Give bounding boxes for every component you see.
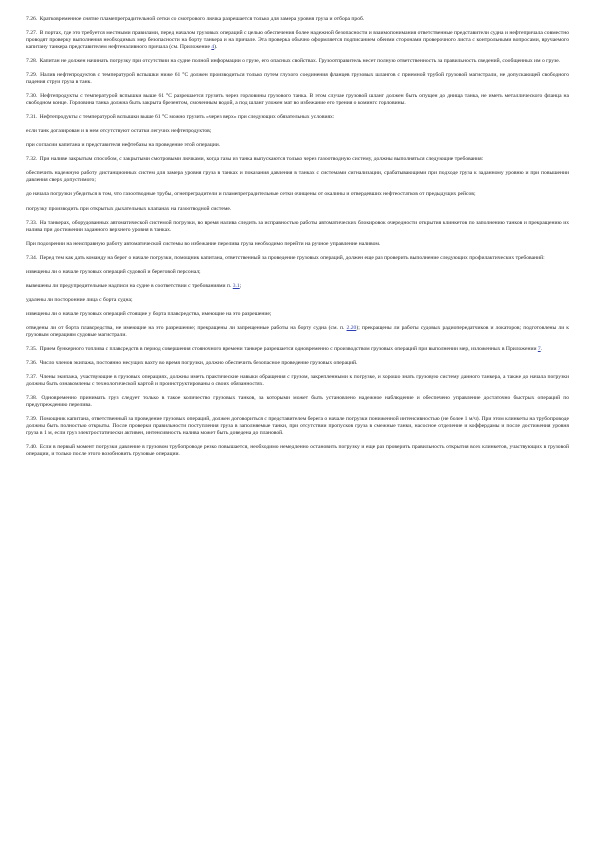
paragraph xyxy=(26,156,569,163)
clause-link[interactable]: 3.1 xyxy=(232,282,240,289)
paragraph xyxy=(26,128,569,135)
clause-link[interactable]: 2.20 xyxy=(346,325,357,332)
paragraph-text: Капитан не должен начинать погрузку при отсутствии на судне полной информации о грузе, его опасных свойствах. Грузоотправитель несет полную ответственность за правильность сведений, сообщенных им о грузе. xyxy=(39,58,561,64)
paragraph-number: 7.35. xyxy=(26,346,38,353)
paragraph xyxy=(26,325,569,339)
paragraph-text: На танкерах, оборудованных автоматической системой погрузки, во время налива следить за исправностью работы автоматических блокировок очередности открытия клинкетов по заполнению танков и прекращению их налива при достижении заданного верхнего уровня в танках. xyxy=(26,219,569,233)
paragraph-text-tail: ). xyxy=(214,43,218,50)
paragraph-number: 7.34. xyxy=(26,254,38,261)
paragraph-text: Кратковременное снятие пламепреградительной сетки со смотрового лючка разрешается только для замера уровня груза и отбора проб. xyxy=(39,16,365,22)
paragraph-text: отведены ли от борта плавсредства, не имеющие на это разрешение; прекращены ли запрещенные работы на борту судна (см. п. xyxy=(26,325,345,332)
paragraph-number: 7.37. xyxy=(26,374,38,381)
paragraph xyxy=(26,374,569,388)
paragraph-text: Если в первый момент погрузки давление в грузовом трубопроводе резко повышается, необходимо немедленно остановить погрузку и еще раз проверить правильность открытия всех клинкетов, участвующих в грузовой операции, и только после этого возобновить грузовые операции. xyxy=(26,444,569,458)
paragraph xyxy=(26,346,569,353)
paragraph-number: 7.29. xyxy=(26,72,38,79)
paragraph-text: Одновременно принимать груз следует только в такое количество грузовых танков, за которыми может быть установлено надежное наблюдение и обеспечено управление достаточно быстрых операций по предупреждению перелива. xyxy=(26,395,569,409)
paragraph xyxy=(26,283,569,290)
paragraph xyxy=(26,58,569,65)
paragraph xyxy=(26,444,569,458)
paragraph-text: Перед тем как дать команду на берег о начале погрузки, помощник капитана, ответственный за проведение грузовых операций, должен еще раз проверить выполнение следующих профилактических требований: xyxy=(39,254,545,261)
paragraph-text: Нефтепродукты с температурой вспышки выше 61 °С можно грузить «через верх» при следующих обязательных условиях: xyxy=(39,114,335,121)
paragraph-text: обеспечить надежную работу дистанционных систем для замера уровня груза в танках и показания давления в танках с системами сигнализации, срабатывающими при подходе груза к заданному уровню и при повышении давления сверх допустимого; xyxy=(26,170,569,184)
paragraph-text: В портах, где это требуется местными правилами, перед началом грузовых операций с целью обеспечения более надежной безопасности и взаимопонимания ответственные представители судна и нефтепричала совместно проводят проверку выполнения необходимых мер безопасности на борту танкера и на причале. Эта проверка обычно оформляется подписанием обеими сторонами проверочного листа с контрольными вопросами, вручаемого капитану танкера представителем нефтеналивного причала (см. Приложение xyxy=(26,30,569,50)
paragraph xyxy=(26,191,569,198)
paragraph-text: извещены ли о начале грузовых операций судовой и береговой персонал; xyxy=(26,268,201,275)
paragraph-number: 7.32. xyxy=(26,156,38,163)
paragraph xyxy=(26,30,569,51)
paragraph-text: вывешены ли предупредительные надписи на судне в соответствии с требованиями п. xyxy=(26,282,232,289)
paragraph xyxy=(26,170,569,184)
paragraph-text: удалены ли посторонние лица с борта судна; xyxy=(26,297,133,304)
paragraph-text-tail: ; xyxy=(239,282,242,289)
paragraph-text: извещены ли о начале грузовых операций стоящие у борта плавсредства, имеющие на это разрешение; xyxy=(26,311,272,318)
paragraph-number: 7.40. xyxy=(26,444,38,451)
paragraph-text-tail: ); прекращены ли работы судовых радиопередатчиков и локаторов; подготовлены ли к грузовым операциям судовые магистрали. xyxy=(26,325,569,339)
paragraph xyxy=(26,220,569,234)
paragraph xyxy=(26,114,569,121)
paragraph-text: погрузку производить при открытых дыхательных клапанах на газоотводной системе. xyxy=(26,205,232,212)
paragraph-text: Налив нефтепродуктов с температурой вспышки ниже 61 °С должен производиться только путем глухого соединения фланцев грузовых шлангов с приемной трубой грузовой магистрали, не допускающей свободного падения струи груза в танк. xyxy=(26,72,569,85)
paragraph xyxy=(26,311,569,318)
paragraph xyxy=(26,16,569,23)
paragraph-number: 7.33. xyxy=(26,219,38,226)
paragraph xyxy=(26,142,569,149)
paragraph-number: 7.36. xyxy=(26,360,38,367)
paragraph-number: 7.39. xyxy=(26,416,38,423)
paragraph-text: Число членов экипажа, постоянно несущих вахту во время погрузки, должно обеспечить безопасное проведение грузовых операций. xyxy=(39,360,358,367)
paragraph-number: 7.27. xyxy=(26,30,38,37)
paragraph-text: если танк догазирован и в нем отсутствуют остатки легучих нефтепродуктов; xyxy=(26,128,212,135)
paragraph-text: до начала погрузки убедиться в том, что газоотводные трубы, огнепреградители и пламепреградительные сетки очищены от окалины и отвердевших нефтеостатков от предыдущих рейсов; xyxy=(26,191,476,198)
paragraph-text: при согласии капитана и представителя нефтебазы на проведение этой операции. xyxy=(26,142,221,149)
paragraph-number: 7.31. xyxy=(26,114,38,121)
paragraph xyxy=(26,395,569,409)
paragraph xyxy=(26,241,569,248)
paragraph-number: 7.38. xyxy=(26,395,38,402)
paragraph-text: При подозрении на неисправную работу автоматической системы во избежание перелива груза необходимо перейти на ручное управление наливом. xyxy=(26,240,381,247)
paragraph-text: При наливе закрытым способом, с закрытыми смотровыми лючками, когда газы из танка выпускаются только через газоотводную систему, должны выполняться следующие требования: xyxy=(39,156,484,163)
paragraph-number: 7.30. xyxy=(26,93,38,100)
paragraph xyxy=(26,72,569,86)
paragraph-text: Помощник капитана, ответственный за проведение грузовых операций, должен договориться с представителем берега о начале погрузки пониженной интенсивностью (не более 1 м/ч). При этом клинкеты на трубопроводе должны быть полностью открыты. После проверки правильности поступления груза в заполняемые танки, при отсутствии пропусков груза в смежные танки, насосное отделение и коффердамы и после достижения уровня груза в 1 м, если груз электростатически активен, интенсивность налива может быть доведена до плановой. xyxy=(26,416,569,437)
paragraph xyxy=(26,255,569,262)
paragraph xyxy=(26,416,569,437)
paragraph-text-tail: . xyxy=(540,346,543,353)
paragraph xyxy=(26,206,569,213)
paragraph-text: Члены экипажа, участвующие в грузовых операциях, должны иметь практические навыки обращения с грузом, закрепленными к погрузке, и хорошо знать грузовую систему данного танкера, а также до начала погрузки должны быть ознакомлены с технологической картой и проинструктированы о своих обязанностях. xyxy=(26,374,569,388)
paragraph-text: Нефтепродукты с температурой вспышки выше 61 °С разрешается грузить через горловины грузового танка. В этом случае грузовой шланг должен быть опущен до днища танка, не иметь металлического фланца на свободном конце. Горловина танка должна быть закрыта брезентом, смоченным водой, а под шланг уложен мат во избежание его трения о комингс горловины. xyxy=(26,93,569,106)
paragraph-number: 7.26. xyxy=(26,16,38,22)
paragraph xyxy=(26,360,569,367)
paragraph xyxy=(26,269,569,276)
appendix-link[interactable]: 7 xyxy=(537,346,541,353)
paragraph-text: Прием бункерного топлива с плавсредств в период совершения стояночного времени танкере разрешается одновременно с производством грузовых операций при выполнении мер, изложенных в Приложении xyxy=(39,346,537,353)
paragraph xyxy=(26,297,569,304)
appendix-link[interactable]: 4 xyxy=(211,43,215,50)
paragraph-number: 7.28. xyxy=(26,58,38,64)
paragraph xyxy=(26,93,569,107)
